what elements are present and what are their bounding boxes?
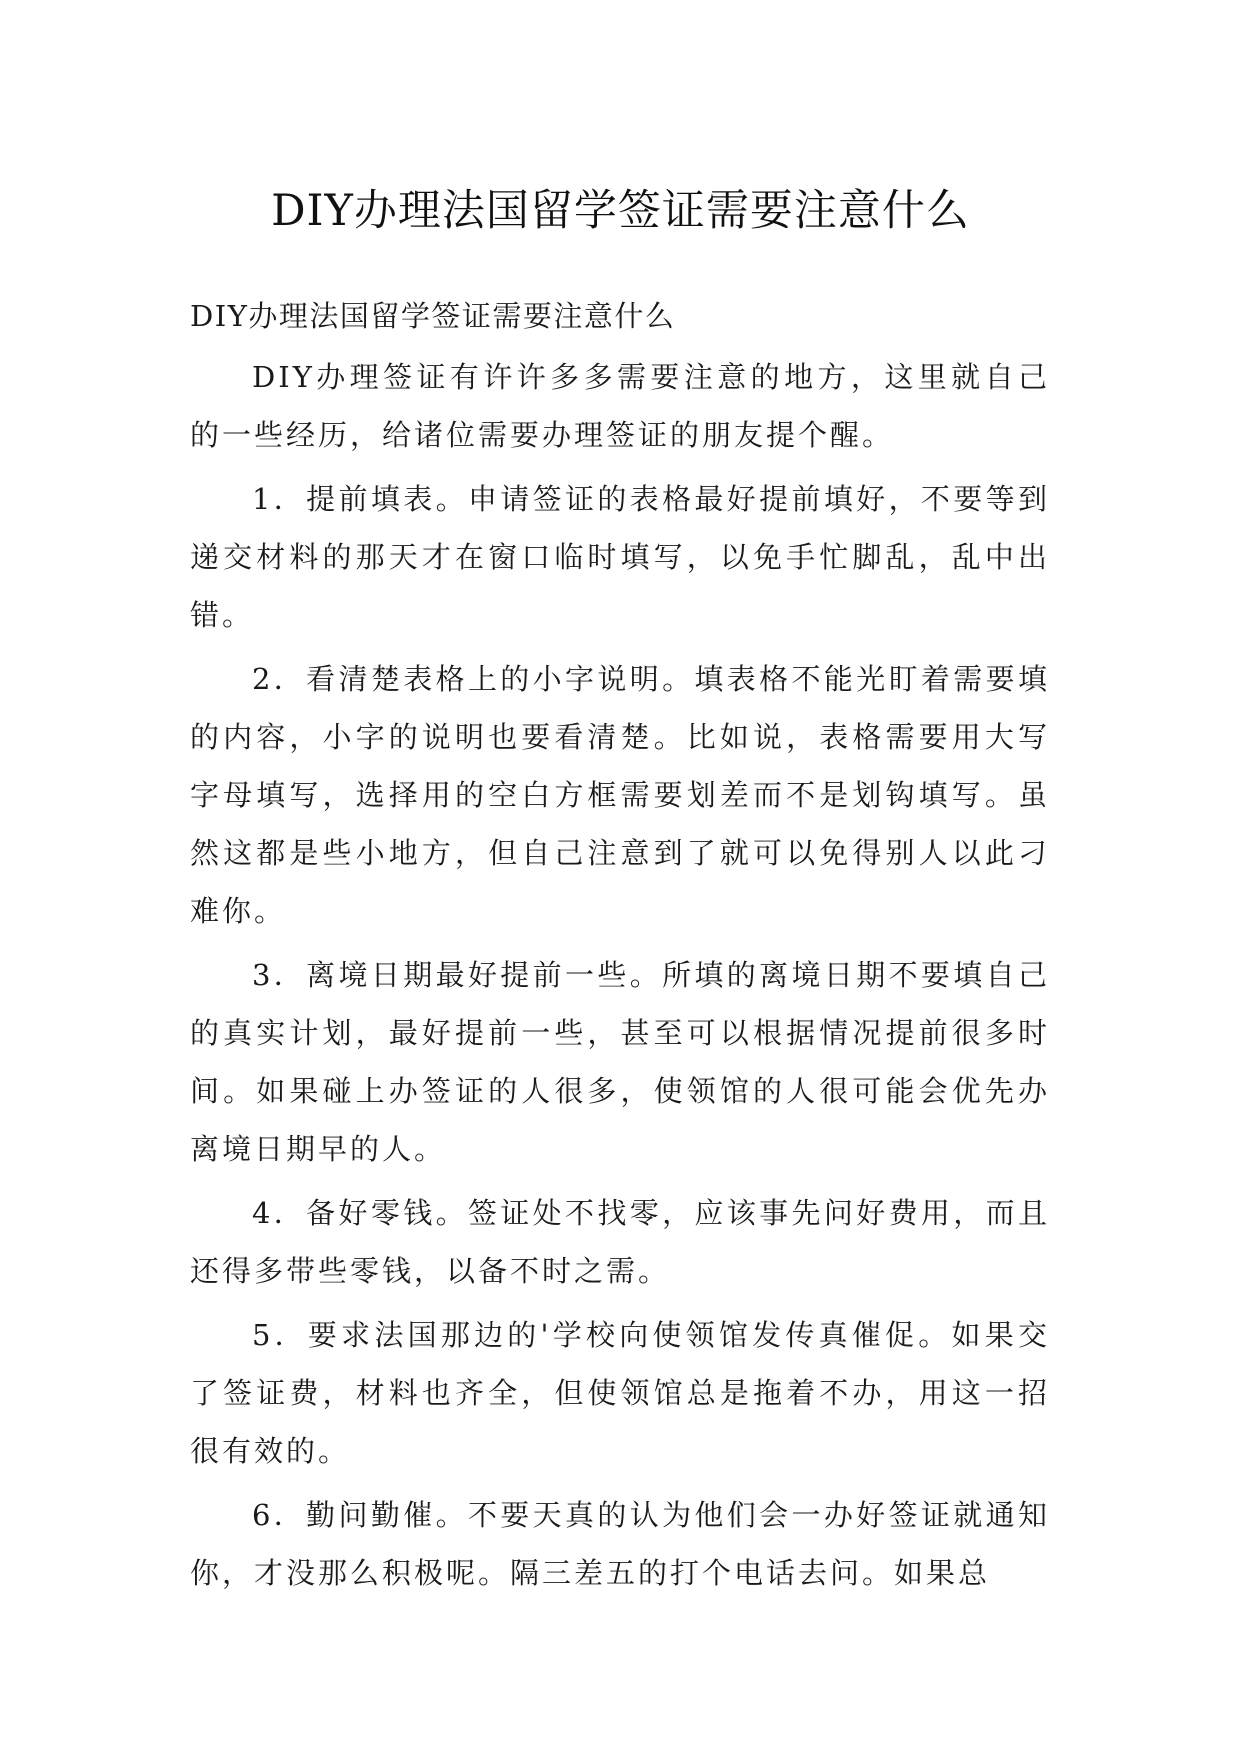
paragraph-intro: DIY办理签证有许许多多需要注意的地方，这里就自己的一些经历，给诸位需要办理签证的朋友提个醒。 [190, 360, 1050, 452]
document-title: DIY办理法国留学签证需要注意什么 [271, 185, 970, 236]
paragraph-tip-6: 6．勤问勤催。不要天真的认为他们会一办好签证就通知你，才没那么积极呢。隔三差五的打个电话去问。如果总 [190, 1498, 1050, 1590]
paragraph-tip-5: 5．要求法国那边的'学校向使领馆发传真催促。如果交了签证费，材料也齐全，但使领馆总是拖着不办，用这一招很有效的。 [190, 1318, 1050, 1468]
paragraph-tip-3: 3．离境日期最好提前一些。所填的离境日期不要填自己的真实计划，最好提前一些，甚至可以根据情况提前很多时间。如果碰上办签证的人很多，使领馆的人很可能会优先办离境日期早的人。 [190, 958, 1050, 1166]
document-subtitle: DIY办理法国留学签证需要注意什么 [190, 299, 676, 333]
paragraph-tip-4: 4．备好零钱。签证处不找零，应该事先问好费用，而且还得多带些零钱，以备不时之需。 [190, 1196, 1050, 1288]
paragraph-tip-2: 2．看清楚表格上的小字说明。填表格不能光盯着需要填的内容，小字的说明也要看清楚。比如说，表格需要用大写字母填写，选择用的空白方框需要划差而不是划钩填写。虽然这都是些小地方，但自己注意到了就可以免得别人以此刁难你。 [190, 662, 1050, 928]
document-body [190, 290, 1050, 1602]
paragraph-tip-1: 1．提前填表。申请签证的表格最好提前填好，不要等到递交材料的那天才在窗口临时填写，以免手忙脚乱，乱中出错。 [190, 482, 1050, 632]
